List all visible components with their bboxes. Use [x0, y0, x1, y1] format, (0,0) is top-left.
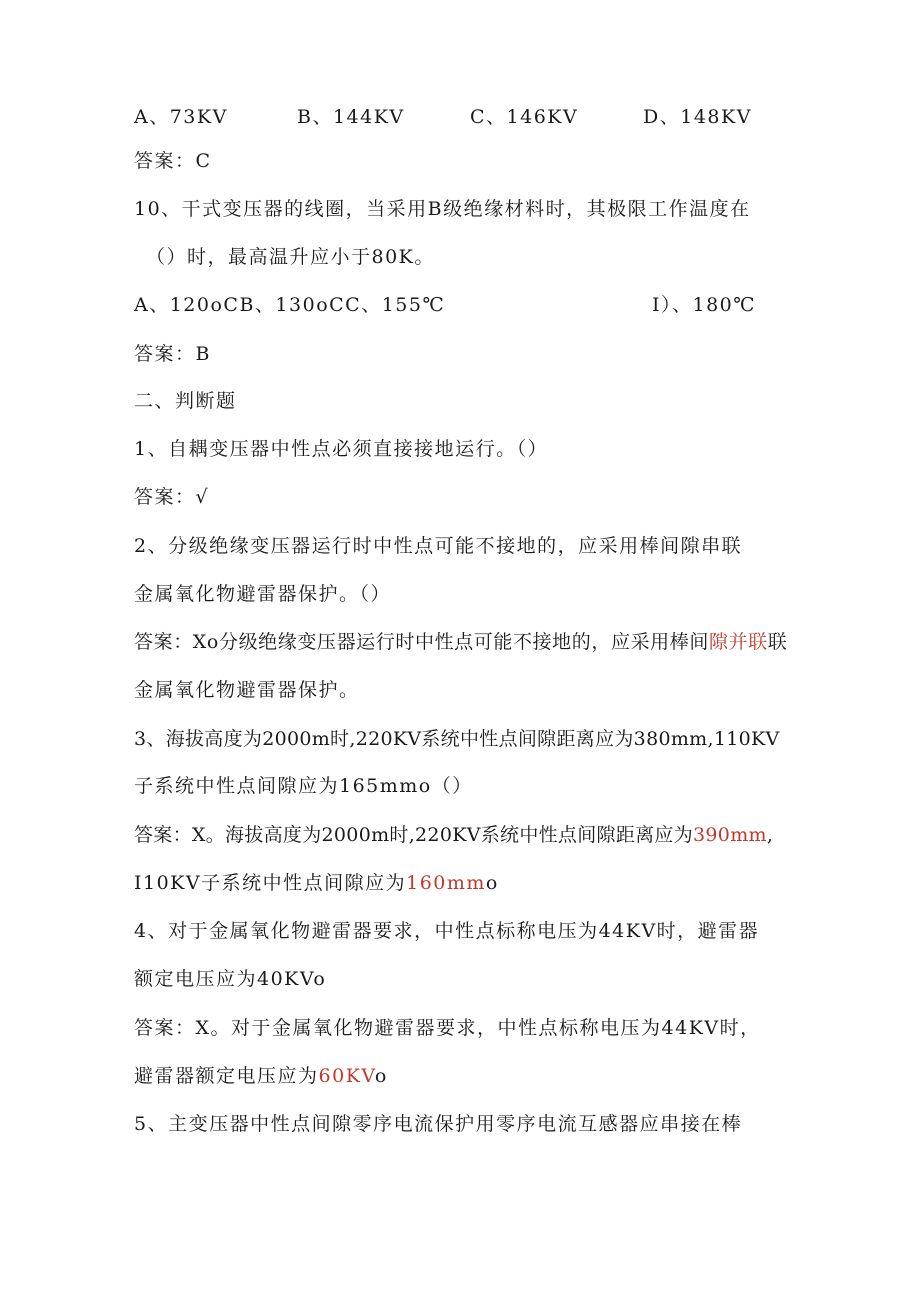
q9-option-c: C、146KV: [470, 106, 579, 128]
j3-answer-tail: ,: [766, 824, 774, 846]
j3-answer-1: [134, 822, 773, 848]
j4-answer-2: [134, 1063, 388, 1089]
q10-stem-2: （）时，最高温升应小于80K。: [146, 246, 435, 268]
j5-stem-1: 5、主变压器中性点间隙零序电流保护用零序电流互感器应串接在棒: [134, 1113, 743, 1135]
j4-answer-correction: 60KV: [318, 1065, 375, 1087]
q10-answer: 答案：B: [134, 343, 211, 365]
j4-answer-2-tail: o: [374, 1065, 388, 1087]
j2-answer-1: [134, 629, 787, 655]
j2-stem-2: 金属氧化物避雷器保护。（）: [134, 583, 392, 605]
j3-answer-2-tail: o: [485, 872, 499, 894]
section-title: 二、判断题: [134, 390, 237, 412]
q10-options-right: I）、180℃: [652, 294, 757, 316]
j2-answer-tail: 联: [767, 631, 788, 653]
j2-answer-correction: 隙并联: [708, 631, 768, 653]
j3-stem-2: 子系统中性点间隙应为165mmo（）: [134, 775, 473, 797]
q10-options-left: A、120oCB、130oCC、155℃: [134, 294, 446, 316]
q9-answer: 答案：C: [134, 150, 212, 172]
j3-answer-correction-1: 390mm: [693, 824, 767, 846]
q10-stem-1: 10、干式变压器的线圈，当采用B级绝缘材料时，其极限工作温度在: [134, 198, 751, 220]
j2-answer-text: 答案：Xo分级绝缘变压器运行时中性点可能不接地的，应采用棒间: [134, 631, 709, 653]
j2-answer-2: 金属氧化物避雷器保护。: [134, 679, 360, 701]
q9-option-d: D、148KV: [643, 106, 752, 128]
j3-answer-2: [134, 870, 499, 896]
j3-answer-text: 答案：X。海拔高度为2000m时,220KV系统中性点间隙距离应为: [134, 824, 694, 846]
j1-stem: 1、自耦变压器中性点必须直接接地运行。（）: [134, 438, 549, 460]
q9-option-a: A、73KV: [134, 106, 228, 128]
j3-answer-correction-2: 160mm: [406, 872, 486, 894]
j4-stem-2: 额定电压应为40KVo: [134, 968, 327, 990]
j2-stem-1: 2、分级绝缘变压器运行时中性点可能不接地的，应采用棒间隙串联: [134, 535, 743, 557]
j4-answer-2-text: 避雷器额定电压应为: [134, 1065, 319, 1087]
j3-answer-2-text: I10KV子系统中性点间隙应为: [134, 872, 407, 894]
q9-option-b: B、144KV: [297, 106, 405, 128]
j4-answer-1: 答案：X。对于金属氧化物避雷器要求，中性点标称电压为44KV时，: [134, 1017, 761, 1039]
j1-answer: 答案：√: [134, 486, 210, 508]
j4-stem-1: 4、对于金属氧化物避雷器要求，中性点标称电压为44KV时，避雷器: [134, 920, 760, 942]
j3-stem-1: 3、海拔高度为2000m时,220KV系统中性点间隙距离应为380mm,110KV: [134, 728, 780, 750]
